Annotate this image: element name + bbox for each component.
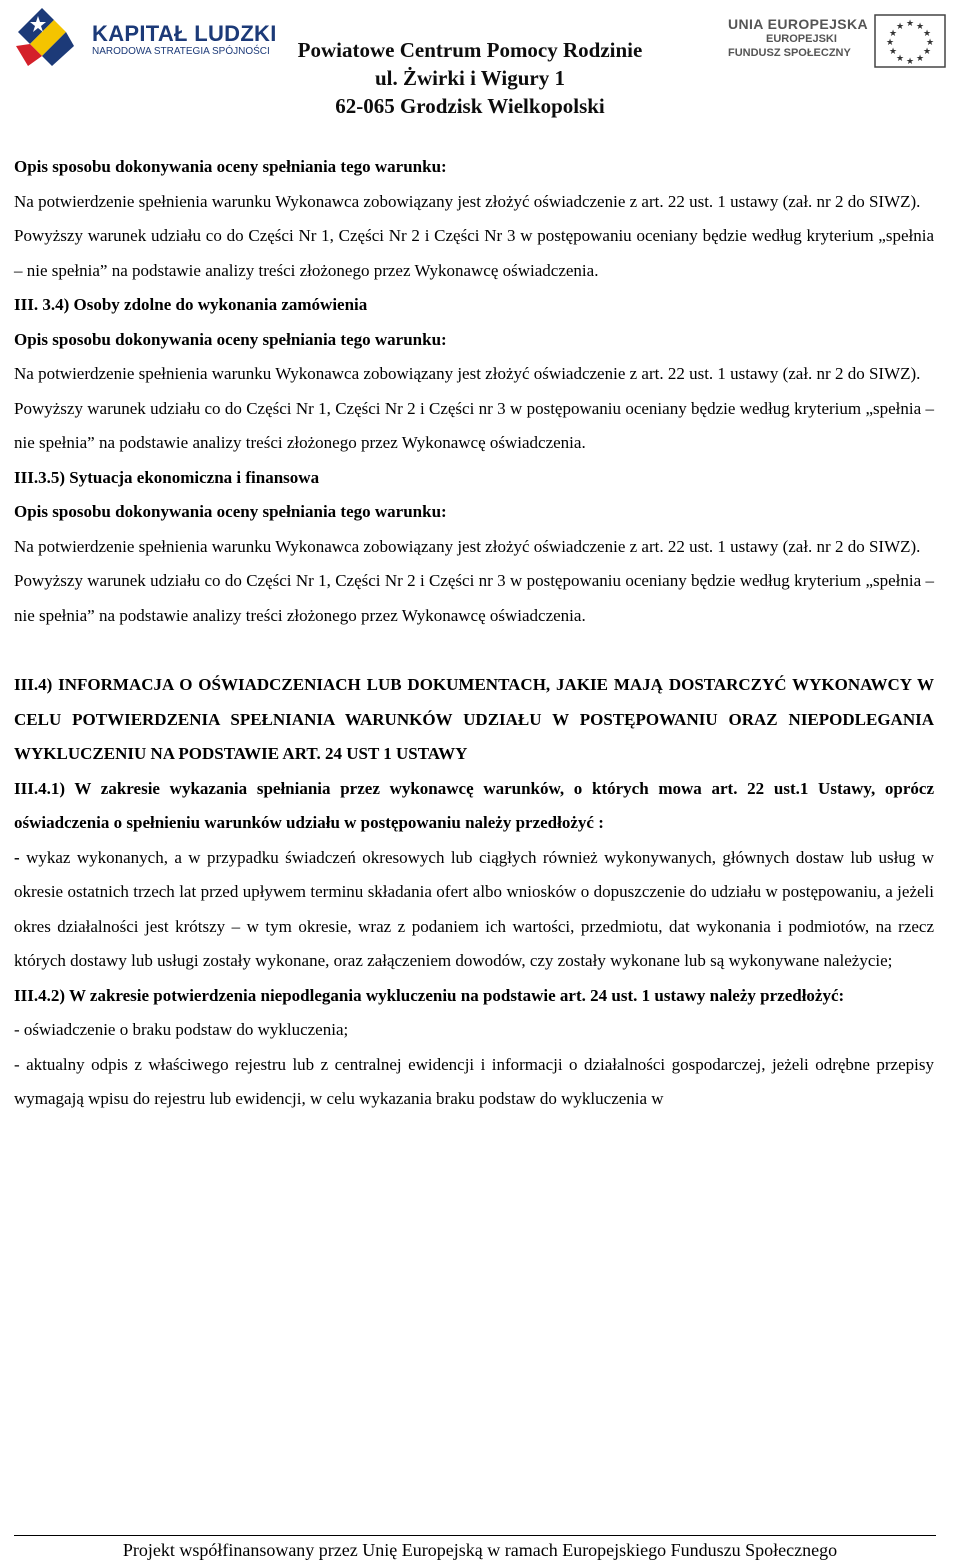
list-bullet: - (14, 847, 20, 867)
svg-text:★: ★ (888, 47, 898, 57)
section-heading: Opis sposobu dokonywania oceny spełniania tego warunku: (14, 329, 447, 349)
eu-esf-logo (728, 14, 948, 72)
kapital-ludzki-logo (14, 6, 277, 68)
body-paragraph: - oświadczenie o braku podstaw do wykluczenia; (14, 1020, 349, 1039)
body-paragraph: Na potwierdzenie spełnienia warunku Wykonawca zobowiązany jest złożyć oświadczenie z art. 22 ust. 1 ustawy (zał. nr 2 do SIWZ). (14, 536, 921, 556)
body-paragraph: Powyższy warunek udziału co do Części Nr 1, Części Nr 2 i Części nr 3 w postępowaniu oceniany będzie według kryterium „spełnia – nie spełnia” na podstawie analizy treści złożonego przez Wykonawcę oświadczenia. (14, 398, 934, 452)
eu-logo-line1: UNIA EUROPEJSKA (728, 16, 869, 32)
institution-street: ul. Żwirki i Wigury 1 (374, 66, 565, 90)
svg-text:★: ★ (905, 57, 915, 67)
svg-text:★: ★ (888, 29, 898, 39)
section-heading: III.4.2) W zakresie potwierdzenia niepodlegania wykluczeniu na podstawie art. 24 ust. 1 ustawy należy przedłożyć: (14, 985, 845, 1005)
body-paragraph: Na potwierdzenie spełnienia warunku Wykonawca zobowiązany jest złożyć oświadczenie z art. 22 ust. 1 ustawy (zał. nr 2 do SIWZ). (14, 191, 921, 211)
section-heading: III. 3.4) Osoby zdolne do wykonania zamówienia (14, 295, 368, 314)
section-heading: Opis sposobu dokonywania oceny spełniania tego warunku: (14, 157, 447, 176)
section-heading: III.4.1) W zakresie wykazania spełniania przez wykonawcę warunków, o których mowa art. 22 ust.1 Ustawy, oprócz oświadczenia o spełnieniu warunków udziału w postępowaniu należy przedłożyć : (14, 778, 934, 832)
svg-text:★: ★ (915, 54, 925, 64)
document-body (14, 150, 934, 1117)
kapital-ludzki-title: KAPITAŁ LUDZKI (92, 21, 277, 46)
institution-address (260, 36, 680, 120)
svg-text:★: ★ (895, 22, 905, 32)
body-paragraph: Powyższy warunek udziału co do Części Nr 1, Części Nr 2 i Części nr 3 w postępowaniu oceniany będzie według kryterium „spełnia – nie spełnia” na podstawie analizy treści złożonego przez Wykonawcę oświadczenia. (14, 571, 934, 625)
svg-text:★: ★ (915, 22, 925, 32)
institution-city: 62-065 Grodzisk Wielkopolski (335, 94, 605, 118)
svg-text:★: ★ (895, 54, 905, 64)
eu-logo-line3: FUNDUSZ SPOŁECZNY (728, 47, 851, 59)
spacer (14, 633, 934, 668)
body-paragraph: Na potwierdzenie spełnienia warunku Wykonawca zobowiązany jest złożyć oświadczenie z art. 22 ust. 1 ustawy (zał. nr 2 do SIWZ). (14, 364, 921, 383)
eu-logo-line2: EUROPEJSKI (766, 33, 837, 45)
section-heading: III.4) INFORMACJA O OŚWIADCZENIACH LUB DOKUMENTACH, JAKIE MAJĄ DOSTARCZYĆ WYKONAWCY W CELU POTWIERDZENIA SPEŁNIANIA WARUNKÓW UDZIAŁU W POSTĘPOWANIU ORAZ NIEPODLEGANIA WYKLUCZENIU NA PODSTAWIE ART. 24 UST 1 USTAWY (14, 675, 934, 763)
kapital-ludzki-emblem-icon (14, 6, 78, 68)
eu-flag-icon (874, 14, 946, 68)
footer-divider (14, 1535, 936, 1536)
institution-name: Powiatowe Centrum Pomocy Rodzinie (297, 38, 643, 62)
svg-text:★: ★ (905, 19, 915, 29)
list-item-text: wykaz wykonanych, a w przypadku świadczeń okresowych lub ciągłych również wykonywanych, głównych dostaw lub usług w okresie ostatnich trzech lat przed upływem terminu składania ofert albo wniosków o dopuszczenie do udziału w postępowaniu, a jeżeli okres działalności jest krótszy – w tym okresie, wraz z podaniem ich wartości, przedmiotu, dat wykonania i podmiotów, na rzecz których dostawy lub usługi zostały wykonane, oraz załączeniem dowodów, czy zostały wykonane lub są wykonywane należycie; (14, 847, 934, 970)
svg-text:★: ★ (925, 38, 935, 48)
svg-text:★: ★ (885, 38, 895, 48)
kapital-ludzki-subtitle: NARODOWA STRATEGIA SPÓJNOŚCI (92, 46, 270, 57)
svg-text:★: ★ (922, 29, 932, 39)
page-header (0, 0, 960, 125)
list-item (14, 841, 934, 979)
body-paragraph: - aktualny odpis z właściwego rejestru lub z centralnej ewidencji i informacji o działalności gospodarczej, jeżeli odrębne przepisy wymagają wpisu do rejestru lub ewidencji, w celu wykazania braku podstaw do wykluczenia w (14, 1054, 934, 1108)
section-heading: Opis sposobu dokonywania oceny spełniania tego warunku: (14, 502, 447, 521)
svg-text:★: ★ (922, 47, 932, 57)
section-heading: III.3.5) Sytuacja ekonomiczna i finansowa (14, 467, 320, 487)
body-paragraph: Powyższy warunek udziału co do Części Nr 1, Części Nr 2 i Części Nr 3 w postępowaniu oceniany będzie według kryterium „spełnia – nie spełnia” na podstawie analizy treści złożonego przez Wykonawcę oświadczenia. (14, 226, 934, 280)
footer-note: Projekt współfinansowany przez Unię Europejską w ramach Europejskiego Funduszu Społecznego (122, 1540, 838, 1560)
